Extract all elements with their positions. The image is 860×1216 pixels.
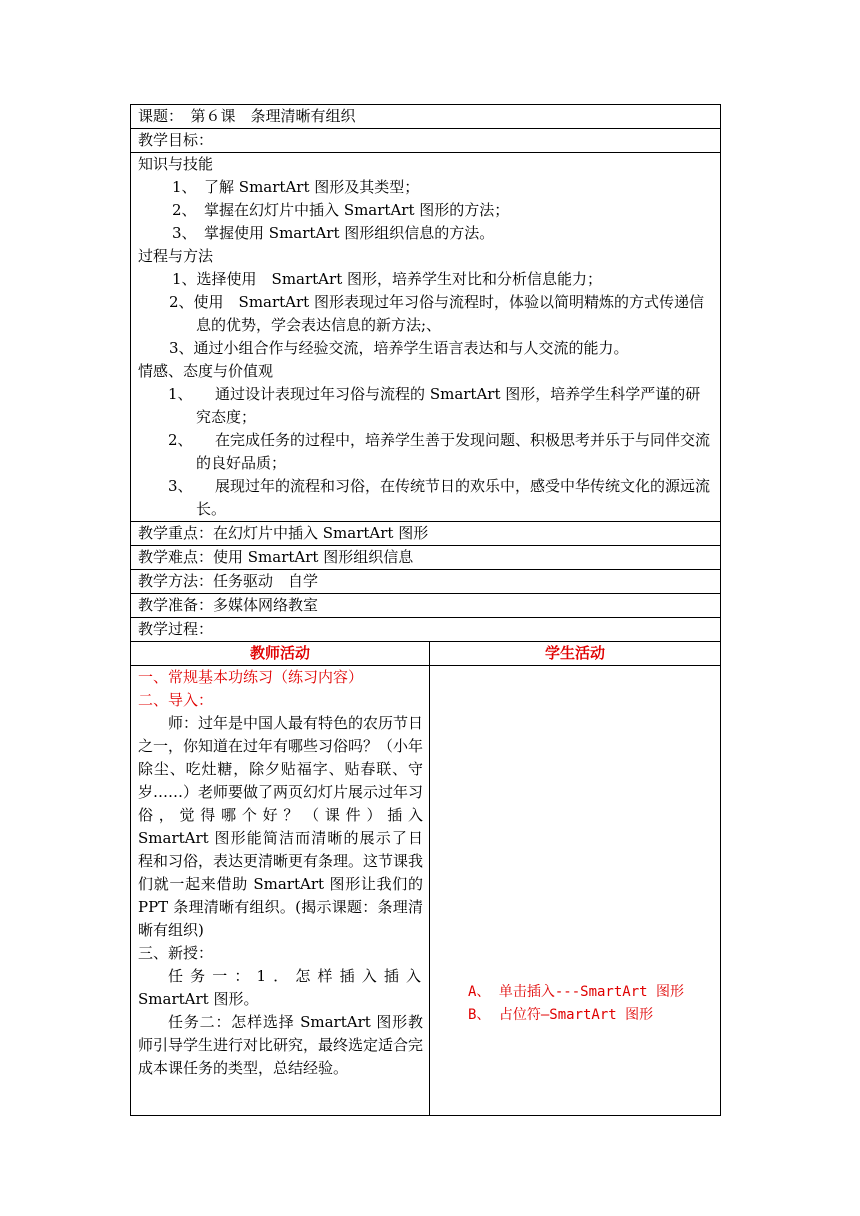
lesson-title: 课题： 第６课 条理清晰有组织 [131, 105, 721, 129]
process-item: 1、选择使用 SmartArt 图形，培养学生对比和分析信息能力； [172, 270, 602, 288]
knowledge-item: 2、 掌握在幻灯片中插入 SmartArt 图形的方法； [172, 201, 510, 219]
student-column-header: 学生活动 [430, 642, 721, 666]
student-activity-item: B、 占位符—SmartArt 图形 [468, 1007, 654, 1023]
knowledge-item: 1、 了解 SmartArt 图形及其类型； [172, 178, 420, 196]
teaching-preparation: 教学准备：多媒体网络教室 [131, 594, 721, 618]
emotion-item: 3、 展现过年的流程和习俗，在传统节日的欢乐中，感受中华传统文化的源远流长。 [168, 477, 711, 518]
emotion-item: 2、 在完成任务的过程中，培养学生善于发现问题、积极思考并乐于与同伴交流的良好品质； [168, 431, 711, 472]
task-one-line1: 任务一：1．怎样插入插入 [168, 967, 423, 985]
teaching-method: 教学方法：任务驱动 自学 [131, 570, 721, 594]
teacher-activity-cell [131, 666, 430, 1116]
emotion-heading: 情感、态度与价值观 [138, 362, 274, 380]
knowledge-item: 3、 掌握使用 SmartArt 图形组织信息的方法。 [172, 224, 495, 242]
objectives-label: 教学目标： [131, 129, 721, 153]
intro-paragraph: 师：过年是中国人最有特色的农历节日之一，你知道在过年有哪些习俗吗？（小年除尘、吃灶糖，除夕贴福字、贴春联、守岁……）老师要做了两页幻灯片展示过年习俗，觉得哪个好？（课件）插入 SmartArt 图形能简洁而清晰的展示了日程和习俗，表达更清晰更有条理。这节课我们就一起来借助 SmartArt 图形让我们的 PPT 条理清晰有组织。(揭示课题：条理清晰有组织) [138, 714, 424, 939]
emotion-item: 1、 通过设计表现过年习俗与流程的 SmartArt 图形，培养学生科学严谨的研究态度； [168, 385, 701, 426]
student-activity-cell [430, 666, 721, 1116]
process-label: 教学过程： [131, 618, 721, 642]
task-two-paragraph: 任务二：怎样选择 SmartArt 图形教师引导学生进行对比研究，最终选定适合完成本课任务的类型，总结经验。 [138, 1013, 424, 1077]
difficulty: 教学难点：使用 SmartArt 图形组织信息 [131, 546, 721, 570]
process-item: 3、通过小组合作与经验交流，培养学生语言表达和与人交流的能力。 [169, 339, 629, 357]
teacher-column-header: 教师活动 [131, 642, 430, 666]
section-new-lesson: 三、新授： [138, 944, 214, 962]
knowledge-heading: 知识与技能 [138, 155, 214, 173]
objectives-cell [131, 153, 721, 522]
student-activity-item: A、 单击插入---SmartArt 图形 [468, 984, 685, 1000]
process-heading: 过程与方法 [138, 247, 214, 265]
lesson-plan-table [130, 104, 721, 1116]
section-practice: 一、常规基本功练习（练习内容） [138, 668, 364, 686]
section-intro: 二、导入： [138, 691, 214, 709]
lesson-plan-document [130, 104, 720, 1116]
key-point: 教学重点：在幻灯片中插入 SmartArt 图形 [131, 522, 721, 546]
task-one-line2: SmartArt 图形。 [138, 990, 259, 1008]
process-item: 2、使用 SmartArt 图形表现过年习俗与流程时，体验以简明精炼的方式传递信息的优势，学会表达信息的新方法;、 [169, 293, 704, 334]
